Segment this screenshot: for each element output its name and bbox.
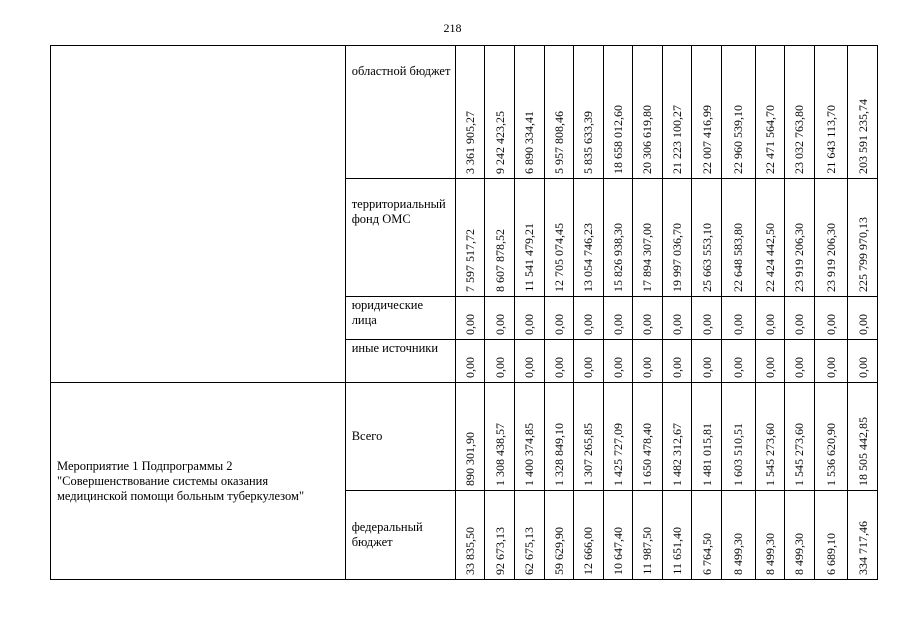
amount-value: 1 545 273,60	[792, 423, 807, 486]
amount-value: 23 032 763,80	[792, 105, 807, 174]
amount-value: 0,00	[762, 314, 777, 335]
amount-cell	[633, 297, 663, 340]
amount-value: 19 997 036,70	[670, 223, 685, 292]
funding-source-cell	[345, 297, 455, 340]
amount-cell	[544, 46, 574, 179]
amount-cell	[514, 179, 544, 297]
amount-value: 890 301,90	[463, 432, 478, 486]
amount-value: 18 658 012,60	[610, 105, 625, 174]
amount-value: 0,00	[581, 314, 596, 335]
amount-value: 5 835 633,39	[581, 111, 596, 174]
funding-source-cell	[345, 340, 455, 383]
amount-value: 21 643 113,70	[823, 105, 838, 174]
amount-value: 22 424 442,50	[762, 223, 777, 292]
amount-value: 8 499,30	[762, 533, 777, 575]
amount-cell	[544, 297, 574, 340]
amount-cell	[603, 383, 633, 491]
amount-value: 1 482 312,67	[670, 423, 685, 486]
amount-value: 1 536 620,90	[823, 423, 838, 486]
amount-cell	[662, 297, 692, 340]
amount-cell	[574, 297, 604, 340]
amount-cell	[814, 297, 848, 340]
amount-cell	[814, 179, 848, 297]
amount-cell	[692, 383, 722, 491]
budget-table	[50, 45, 878, 580]
amount-cell	[455, 179, 485, 297]
amount-value: 12 705 074,45	[551, 223, 566, 292]
funding-source-label: федеральный бюджет	[351, 520, 423, 549]
amount-cell	[485, 297, 515, 340]
table-row	[51, 383, 878, 491]
amount-cell	[455, 297, 485, 340]
amount-cell	[848, 179, 878, 297]
amount-cell	[755, 491, 785, 580]
activity-name-cell	[51, 46, 346, 383]
amount-cell	[662, 491, 692, 580]
amount-cell	[848, 297, 878, 340]
amount-value: 8 499,30	[731, 533, 746, 575]
amount-cell	[785, 491, 815, 580]
amount-cell	[574, 491, 604, 580]
amount-value: 0,00	[855, 357, 870, 378]
amount-cell	[485, 383, 515, 491]
amount-cell	[514, 297, 544, 340]
amount-value: 25 663 553,10	[699, 223, 714, 292]
amount-cell	[755, 340, 785, 383]
amount-cell	[755, 46, 785, 179]
amount-cell	[785, 46, 815, 179]
amount-cell	[755, 179, 785, 297]
funding-source-cell	[345, 491, 455, 580]
amount-value: 1 307 265,85	[581, 423, 596, 486]
amount-cell	[633, 383, 663, 491]
amount-cell	[721, 491, 755, 580]
amount-cell	[755, 297, 785, 340]
amount-value: 11 651,40	[670, 527, 685, 575]
amount-value: 1 400 374,85	[522, 423, 537, 486]
amount-cell	[603, 491, 633, 580]
amount-value: 92 673,13	[492, 527, 507, 575]
amount-value: 6 890 334,41	[522, 111, 537, 174]
amount-value: 1 308 438,57	[492, 423, 507, 486]
amount-cell	[485, 46, 515, 179]
amount-cell	[455, 491, 485, 580]
amount-value: 9 242 423,25	[492, 111, 507, 174]
amount-value: 22 471 564,70	[762, 105, 777, 174]
amount-value: 62 675,13	[522, 527, 537, 575]
amount-cell	[662, 46, 692, 179]
amount-value: 1 481 015,81	[699, 423, 714, 486]
amount-cell	[455, 46, 485, 179]
amount-cell	[848, 340, 878, 383]
amount-value: 18 505 442,85	[855, 417, 870, 486]
amount-cell	[692, 179, 722, 297]
amount-cell	[544, 179, 574, 297]
amount-cell	[662, 383, 692, 491]
amount-value: 0,00	[855, 314, 870, 335]
amount-cell	[814, 340, 848, 383]
amount-cell	[574, 46, 604, 179]
amount-cell	[574, 340, 604, 383]
amount-value: 12 666,00	[581, 527, 596, 575]
amount-value: 5 957 808,46	[551, 111, 566, 174]
amount-cell	[848, 383, 878, 491]
funding-source-label: Всего	[351, 429, 383, 443]
amount-cell	[514, 383, 544, 491]
amount-value: 0,00	[792, 357, 807, 378]
amount-value: 0,00	[640, 357, 655, 378]
amount-cell	[721, 383, 755, 491]
amount-value: 6 689,10	[823, 533, 838, 575]
amount-cell	[848, 46, 878, 179]
amount-cell	[514, 491, 544, 580]
funding-source-label: юридические лица	[351, 298, 424, 327]
amount-cell	[692, 491, 722, 580]
amount-cell	[603, 340, 633, 383]
amount-value: 0,00	[823, 314, 838, 335]
amount-value: 0,00	[823, 357, 838, 378]
amount-cell	[455, 383, 485, 491]
amount-value: 0,00	[670, 357, 685, 378]
amount-cell	[633, 491, 663, 580]
amount-cell	[721, 46, 755, 179]
amount-cell	[603, 297, 633, 340]
amount-value: 22 007 416,99	[699, 105, 714, 174]
amount-cell	[785, 297, 815, 340]
amount-cell	[633, 46, 663, 179]
amount-cell	[544, 491, 574, 580]
amount-value: 11 987,50	[640, 527, 655, 575]
amount-cell	[603, 46, 633, 179]
amount-value: 7 597 517,72	[463, 229, 478, 292]
amount-value: 6 764,50	[699, 533, 714, 575]
amount-value: 1 425 727,09	[610, 423, 625, 486]
amount-value: 17 894 307,00	[640, 223, 655, 292]
amount-cell	[603, 179, 633, 297]
activity-name-cell: Мероприятие 1 Подпрограммы 2 "Совершенствование системы оказания медицинской помощи больным туберкулезом"	[51, 383, 346, 580]
amount-cell	[485, 179, 515, 297]
amount-value: 0,00	[463, 357, 478, 378]
amount-cell	[848, 491, 878, 580]
amount-value: 225 799 970,13	[855, 217, 870, 292]
amount-value: 0,00	[492, 357, 507, 378]
amount-cell	[574, 383, 604, 491]
amount-cell	[814, 46, 848, 179]
amount-value: 0,00	[610, 314, 625, 335]
amount-cell	[514, 340, 544, 383]
amount-cell	[662, 340, 692, 383]
amount-cell	[544, 340, 574, 383]
amount-value: 0,00	[581, 357, 596, 378]
amount-cell	[514, 46, 544, 179]
amount-value: 0,00	[670, 314, 685, 335]
amount-value: 0,00	[731, 357, 746, 378]
funding-source-cell	[345, 46, 455, 179]
amount-cell	[692, 297, 722, 340]
amount-value: 0,00	[610, 357, 625, 378]
amount-cell	[633, 179, 663, 297]
funding-source-cell	[345, 179, 455, 297]
amount-value: 22 648 583,80	[731, 223, 746, 292]
amount-cell	[633, 340, 663, 383]
amount-value: 203 591 235,74	[855, 99, 870, 174]
amount-value: 8 607 878,52	[492, 229, 507, 292]
amount-value: 0,00	[640, 314, 655, 335]
amount-cell	[692, 340, 722, 383]
amount-cell	[662, 179, 692, 297]
funding-source-label: областной бюджет	[351, 64, 451, 78]
amount-value: 20 306 619,80	[640, 105, 655, 174]
amount-cell	[814, 491, 848, 580]
amount-value: 10 647,40	[610, 527, 625, 575]
amount-value: 0,00	[699, 314, 714, 335]
amount-value: 8 499,30	[792, 533, 807, 575]
amount-value: 0,00	[492, 314, 507, 335]
amount-value: 1 545 273,60	[762, 423, 777, 486]
amount-value: 13 054 746,23	[581, 223, 596, 292]
amount-value: 21 223 100,27	[670, 105, 685, 174]
amount-value: 0,00	[551, 357, 566, 378]
amount-cell	[485, 491, 515, 580]
amount-cell	[785, 383, 815, 491]
amount-value: 11 541 479,21	[522, 223, 537, 292]
amount-cell	[785, 340, 815, 383]
amount-cell	[692, 46, 722, 179]
amount-cell	[485, 340, 515, 383]
amount-value: 1 328 849,10	[551, 423, 566, 486]
amount-cell	[785, 179, 815, 297]
funding-source-label: иные источники	[351, 341, 439, 355]
amount-value: 3 361 905,27	[463, 111, 478, 174]
amount-value: 0,00	[699, 357, 714, 378]
amount-value: 0,00	[522, 357, 537, 378]
amount-cell	[755, 383, 785, 491]
table-row	[51, 46, 878, 179]
amount-value: 59 629,90	[551, 527, 566, 575]
amount-cell	[574, 179, 604, 297]
amount-value: 0,00	[463, 314, 478, 335]
amount-value: 33 835,50	[463, 527, 478, 575]
amount-value: 15 826 938,30	[610, 223, 625, 292]
amount-value: 0,00	[551, 314, 566, 335]
amount-value: 0,00	[731, 314, 746, 335]
amount-cell	[455, 340, 485, 383]
amount-cell	[544, 383, 574, 491]
amount-value: 334 717,46	[855, 521, 870, 575]
amount-value: 22 960 539,10	[731, 105, 746, 174]
amount-value: 1 603 510,51	[731, 423, 746, 486]
amount-value: 0,00	[522, 314, 537, 335]
amount-value: 0,00	[762, 357, 777, 378]
amount-cell	[814, 383, 848, 491]
amount-value: 23 919 206,30	[792, 223, 807, 292]
page-number: 218	[443, 21, 462, 35]
amount-value: 23 919 206,30	[823, 223, 838, 292]
funding-source-cell	[345, 383, 455, 491]
amount-cell	[721, 340, 755, 383]
amount-cell	[721, 297, 755, 340]
funding-source-label: территориальный фонд ОМС	[351, 197, 446, 226]
amount-value: 0,00	[792, 314, 807, 335]
amount-cell	[721, 179, 755, 297]
amount-value: 1 650 478,40	[640, 423, 655, 486]
